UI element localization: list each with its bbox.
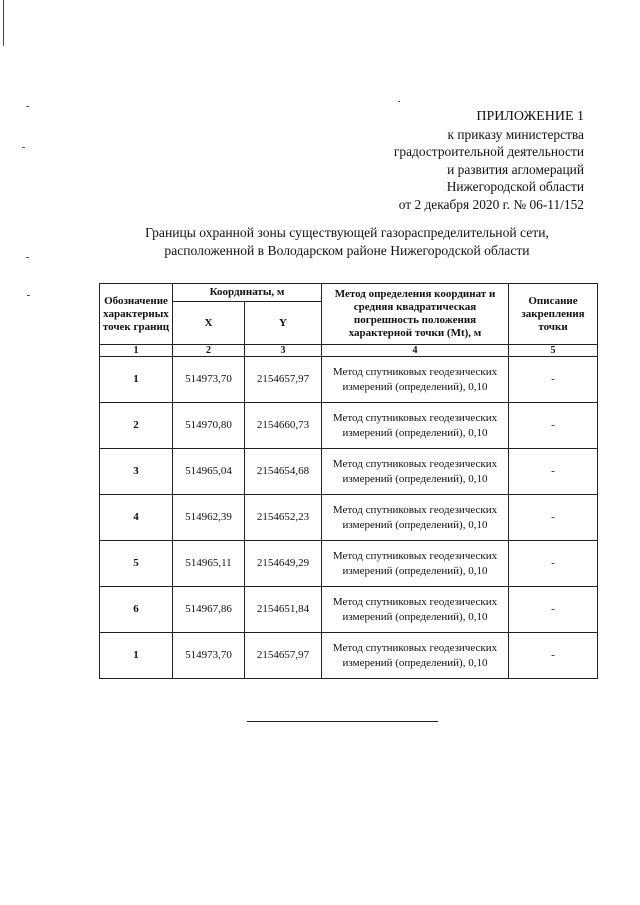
coord-x: 514970,80 <box>173 403 245 449</box>
coord-x: 514965,04 <box>173 449 245 495</box>
scan-speck <box>398 101 400 102</box>
method-text: Метод спутниковых геодезических измерений (определений), 0,10 <box>322 587 509 633</box>
method-text: Метод спутниковых геодезических измерений (определений), 0,10 <box>322 495 509 541</box>
scan-edge-line <box>3 0 4 46</box>
point-description: - <box>509 495 598 541</box>
appendix-header <box>394 108 584 214</box>
method-text: Метод спутниковых геодезических измерений (определений), 0,10 <box>322 633 509 679</box>
table-row <box>100 357 598 403</box>
coord-y: 2154654,68 <box>245 449 322 495</box>
coord-y: 2154651,84 <box>245 587 322 633</box>
document-title <box>96 224 598 259</box>
order-line-2: градостроительной деятельности <box>393 144 584 160</box>
header-description: Описание закрепления точки <box>509 284 598 345</box>
coord-x: 514973,70 <box>173 357 245 403</box>
coordinates-table <box>99 283 598 679</box>
header-x: X <box>173 302 245 345</box>
point-number: 3 <box>100 449 173 495</box>
scan-speck <box>26 106 29 107</box>
table-row <box>100 587 598 633</box>
method-text: Метод спутниковых геодезических измерений (определений), 0,10 <box>322 403 509 449</box>
point-number: 1 <box>100 633 173 679</box>
coord-y: 2154649,29 <box>245 541 322 587</box>
point-number: 1 <box>100 357 173 403</box>
point-number: 2 <box>100 403 173 449</box>
table-row <box>100 449 598 495</box>
scan-speck <box>26 257 29 258</box>
order-line-4: Нижегородской области <box>446 179 584 195</box>
column-number: 3 <box>245 345 322 357</box>
table-row <box>100 541 598 587</box>
point-number: 5 <box>100 541 173 587</box>
appendix-number: ПРИЛОЖЕНИЕ 1 <box>476 109 584 124</box>
coord-y: 2154652,23 <box>245 495 322 541</box>
point-description: - <box>509 403 598 449</box>
order-date-number: от 2 декабря 2020 г. № 06-11/152 <box>398 196 584 212</box>
header-coordinates: Координаты, м <box>173 284 322 302</box>
column-number: 1 <box>100 345 173 357</box>
coord-x: 514973,70 <box>173 633 245 679</box>
column-number-row <box>100 345 598 357</box>
scan-speck <box>22 147 25 148</box>
method-text: Метод спутниковых геодезических измерений (определений), 0,10 <box>322 541 509 587</box>
coord-x: 514962,39 <box>173 495 245 541</box>
title-line-1: Границы охранной зоны существующей газораспределительной сети, <box>145 225 549 240</box>
scan-speck <box>27 295 30 296</box>
coord-x: 514965,11 <box>173 541 245 587</box>
point-number: 4 <box>100 495 173 541</box>
point-description: - <box>509 449 598 495</box>
header-point-designation: Обозначение характерных точек границ <box>100 284 173 345</box>
method-text: Метод спутниковых геодезических измерений (определений), 0,10 <box>322 357 509 403</box>
table-row <box>100 633 598 679</box>
order-line-3: и развития агломераций <box>447 161 584 177</box>
column-number: 4 <box>322 345 509 357</box>
column-number: 2 <box>173 345 245 357</box>
point-description: - <box>509 541 598 587</box>
point-number: 6 <box>100 587 173 633</box>
point-description: - <box>509 587 598 633</box>
method-text: Метод спутниковых геодезических измерений (определений), 0,10 <box>322 449 509 495</box>
point-description: - <box>509 633 598 679</box>
header-y: Y <box>245 302 322 345</box>
point-description: - <box>509 357 598 403</box>
signature-line <box>247 721 438 722</box>
coord-y: 2154657,97 <box>245 633 322 679</box>
coord-y: 2154660,73 <box>245 403 322 449</box>
title-line-2: расположенной в Володарском районе Нижегородской области <box>164 242 530 258</box>
column-number: 5 <box>509 345 598 357</box>
coord-y: 2154657,97 <box>245 357 322 403</box>
order-line-1: к приказу министерства <box>447 126 584 142</box>
table-row <box>100 403 598 449</box>
coord-x: 514967,86 <box>173 587 245 633</box>
table-row <box>100 495 598 541</box>
header-method: Метод определения координат и средняя квадратическая погрешность положения характерной точки (Mt), м <box>322 284 509 345</box>
